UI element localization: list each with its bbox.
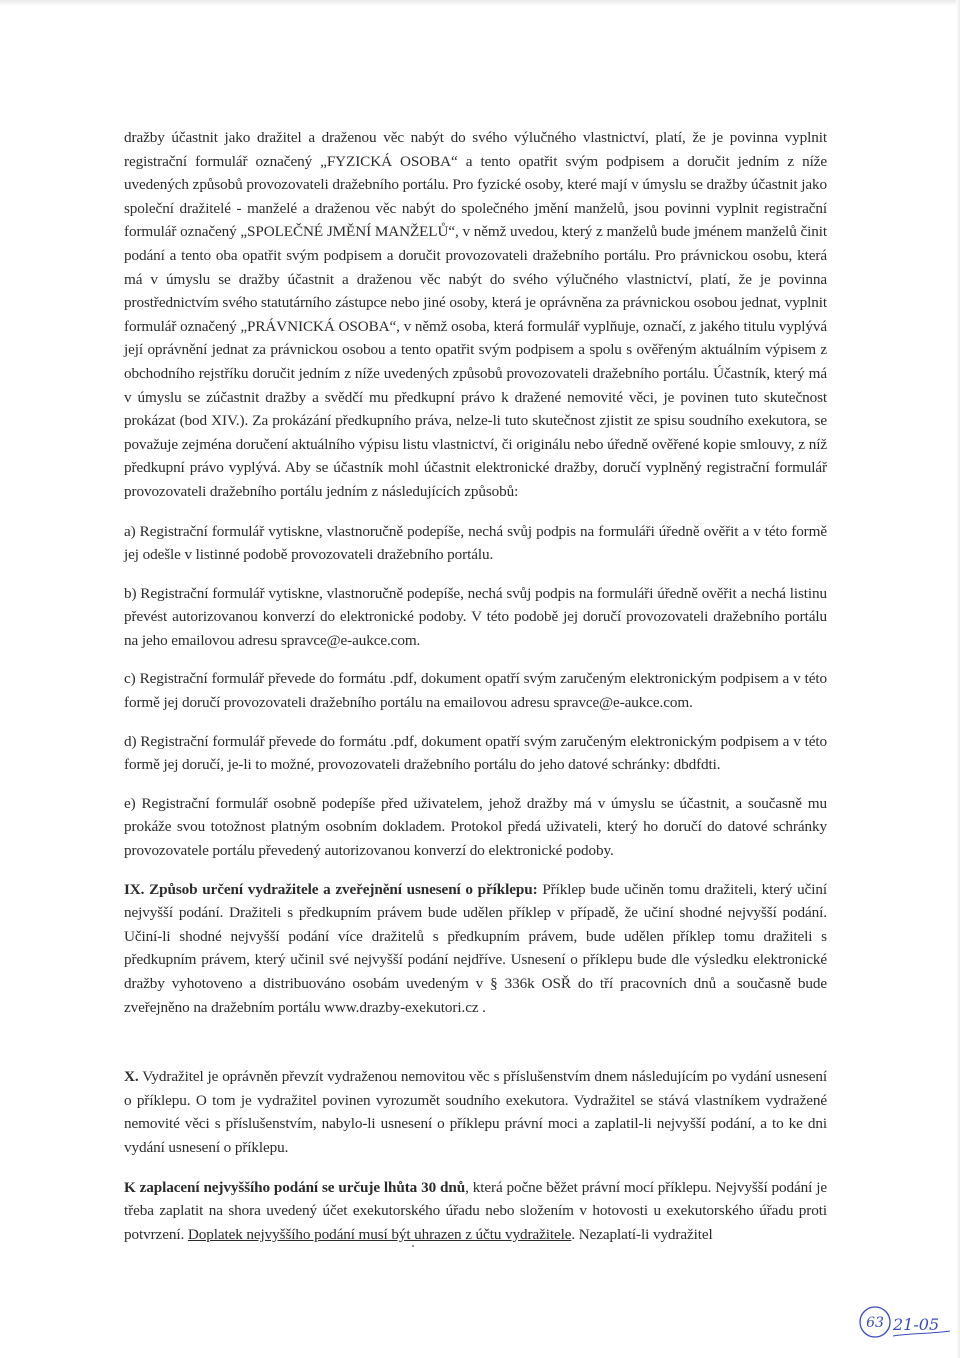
list-item-a: a) Registrační formulář vytiskne, vlastnoručně podepíše, nechá svůj podpis na formuláři úředně ověřit a v této formě jej odešle v listinné podobě provozovateli dražebního portálu. (124, 522, 827, 564)
section-x-body: Vydražitel je oprávněn převzít vydraženou nemovitou věc s příslušenstvím dnem následujícím po vydání usnesení o příklepu. O tom je vydražitel povinen vyrozumět soudního exekutora. Vydražitel se stává vlastníkem vydražené nemovité věci s příslušenstvím, nabylo-li usnesení o příklepu právní moci a zaplatil-li nejvyšší podání, a to ke dni vydání usnesení o příklepu. (124, 1068, 827, 1156)
intro-paragraph: dražby účastnit jako dražitel a draženou věc nabýt do svého výlučného vlastnictví, platí, že je povinna vyplnit registrační formulář označený „FYZICKÁ OSOBA“ a tento opatřit svým podpisem a doručit jedním z níže uvedených způsobů provozovateli dražebního portálu. Pro fyzické osoby, které mají v úmyslu se dražby účastnit jako společní dražitelé - manželé a draženou věc nabýt do společného jmění manželů, jsou povinni vyplnit registrační formulář označený „SPOLEČNÉ JMĚNÍ MANŽELŮ“, v němž uvedou, který z manželů bude jménem manželů činit podání a tento oba opatřit svým podpisem a doručit provozovateli dražebního portálu. Pro právnickou osobu, která má v úmyslu se dražby účastnit a draženou věc nabýt do svého výlučného vlastnictví, platí, že je povinna prostřednictvím svého statutárního zástupce nebo jiné osoby, která je oprávněna za právnickou osobou jednat, vyplnit formulář označený „PRÁVNICKÁ OSOBA“, v němž osoba, která formulář vyplňuje, označí, z jakého titulu vyplývá její oprávnění jednat za právnickou osobou a tento opatřit svým podpisem a spolu s ověřeným aktuálním výpisem z obchodního rejstříku doručit jedním z níže uvedených způsobů provozovateli dražebního portálu. Účastník, který má v úmyslu se zúčastnit dražby a svědčí mu předkupní právo k dražené nemovité věci, je povinen tuto skutečnost prokázat (bod XIV.). Za prokázání předkupního práva, nelze-li tuto skutečnost zjistit ze spisu soudního exekutora, se považuje zejména doručení aktuálního výpisu listu vlastnictví, či originálu nebo úředně ověřené kopie smlouvy, z níž předkupní právo vyplývá. Aby se účastník mohl účastnit elektronické dražby, doručí vyplněný registrační formulář provozovateli dražebního portálu jedním z následujících způsobů: (124, 129, 827, 500)
section-x-heading: X. (124, 1068, 139, 1086)
list-item-c: c) Registrační formulář převede do formátu .pdf, dokument opatří svým zaručeným elektronickým podpisem a v této formě jej doručí provozovateli dražebního portálu na emailovou adresu spravce@e-aukce.com. (124, 670, 827, 712)
payment-paragraph (124, 1176, 827, 1247)
section-ix-heading: IX. Způsob určení vydražitele a zveřejnění usnesení o příklepu: (124, 880, 538, 898)
list-item-d: d) Registrační formulář převede do formátu .pdf, dokument opatří svým zaručeným elektronickým podpisem a v této formě jej doručí, je-li to možné, provozovateli dražebního portálu do jeho datové schránky: dbdfdti. (124, 732, 827, 774)
payment-heading: K zaplacení nejvyššího podání se určuje lhůta 30 dnů (124, 1178, 466, 1196)
handwritten-signature (855, 1300, 955, 1350)
section-x (124, 1065, 827, 1159)
section-ix (124, 878, 827, 1020)
payment-body: , která počne běžet právní mocí příklepu. Nejvyšší podání je třeba zaplatit na shora uvedený účet exekutorského úřadu nebo složením v hotovosti u exekutorského úřadu proti potvrzení. (124, 1178, 828, 1243)
scan-speck (412, 1245, 414, 1247)
list-item-b: b) Registrační formulář vytiskne, vlastnoručně podepíše, nechá svůj podpis na formuláři úředně ověřit a nechá listinu převést autorizovanou konverzí do elektronické podoby. V této podobě jej doručí provozovateli dražebního portálu na jeho emailovou adresu spravce@e-aukce.com. (124, 584, 827, 649)
svg-text:21-05: 21-05 (893, 1315, 940, 1334)
svg-text:63: 63 (866, 1315, 884, 1331)
document-body (124, 126, 827, 1246)
scan-edge-right (956, 0, 960, 1358)
scan-edge-top (0, 0, 960, 6)
payment-tail: . Nezaplatí-li vydražitel (571, 1225, 713, 1243)
section-ix-body: Příklep bude učiněn tomu dražiteli, který učiní nejvyšší podání. Dražiteli s předkupním právem bude udělen příklep v případě, že učiní shodné nejvyšší podání. Učiní-li shodné nejvyšší podání více dražitelů s předkupním právem, bude udělen příklep tomu dražiteli s předkupním právem, který učinil své nejvyšší podání nejdříve. Usnesení o příklepu bude dle výsledku elektronické dražby vyhotoveno a distribuováno osobám uvedeným v § 336k OSŘ do tří pracovních dnů a současně bude zveřejněno na dražebním portálu www.drazby-exekutori.cz . (124, 880, 828, 1016)
list-item-e: e) Registrační formulář osobně podepíše před uživatelem, jehož dražby má v úmyslu se účastnit, a současně mu prokáže svou totožnost platným osobním dokladem. Protokol předá uživateli, který ho doručí do datové schránky provozovatele portálu převedený autorizovanou konverzí do elektronické podoby. (124, 794, 827, 860)
payment-underlined: Doplatek nejvyššího podání musí být uhrazen z účtu vydražitele (187, 1225, 572, 1243)
